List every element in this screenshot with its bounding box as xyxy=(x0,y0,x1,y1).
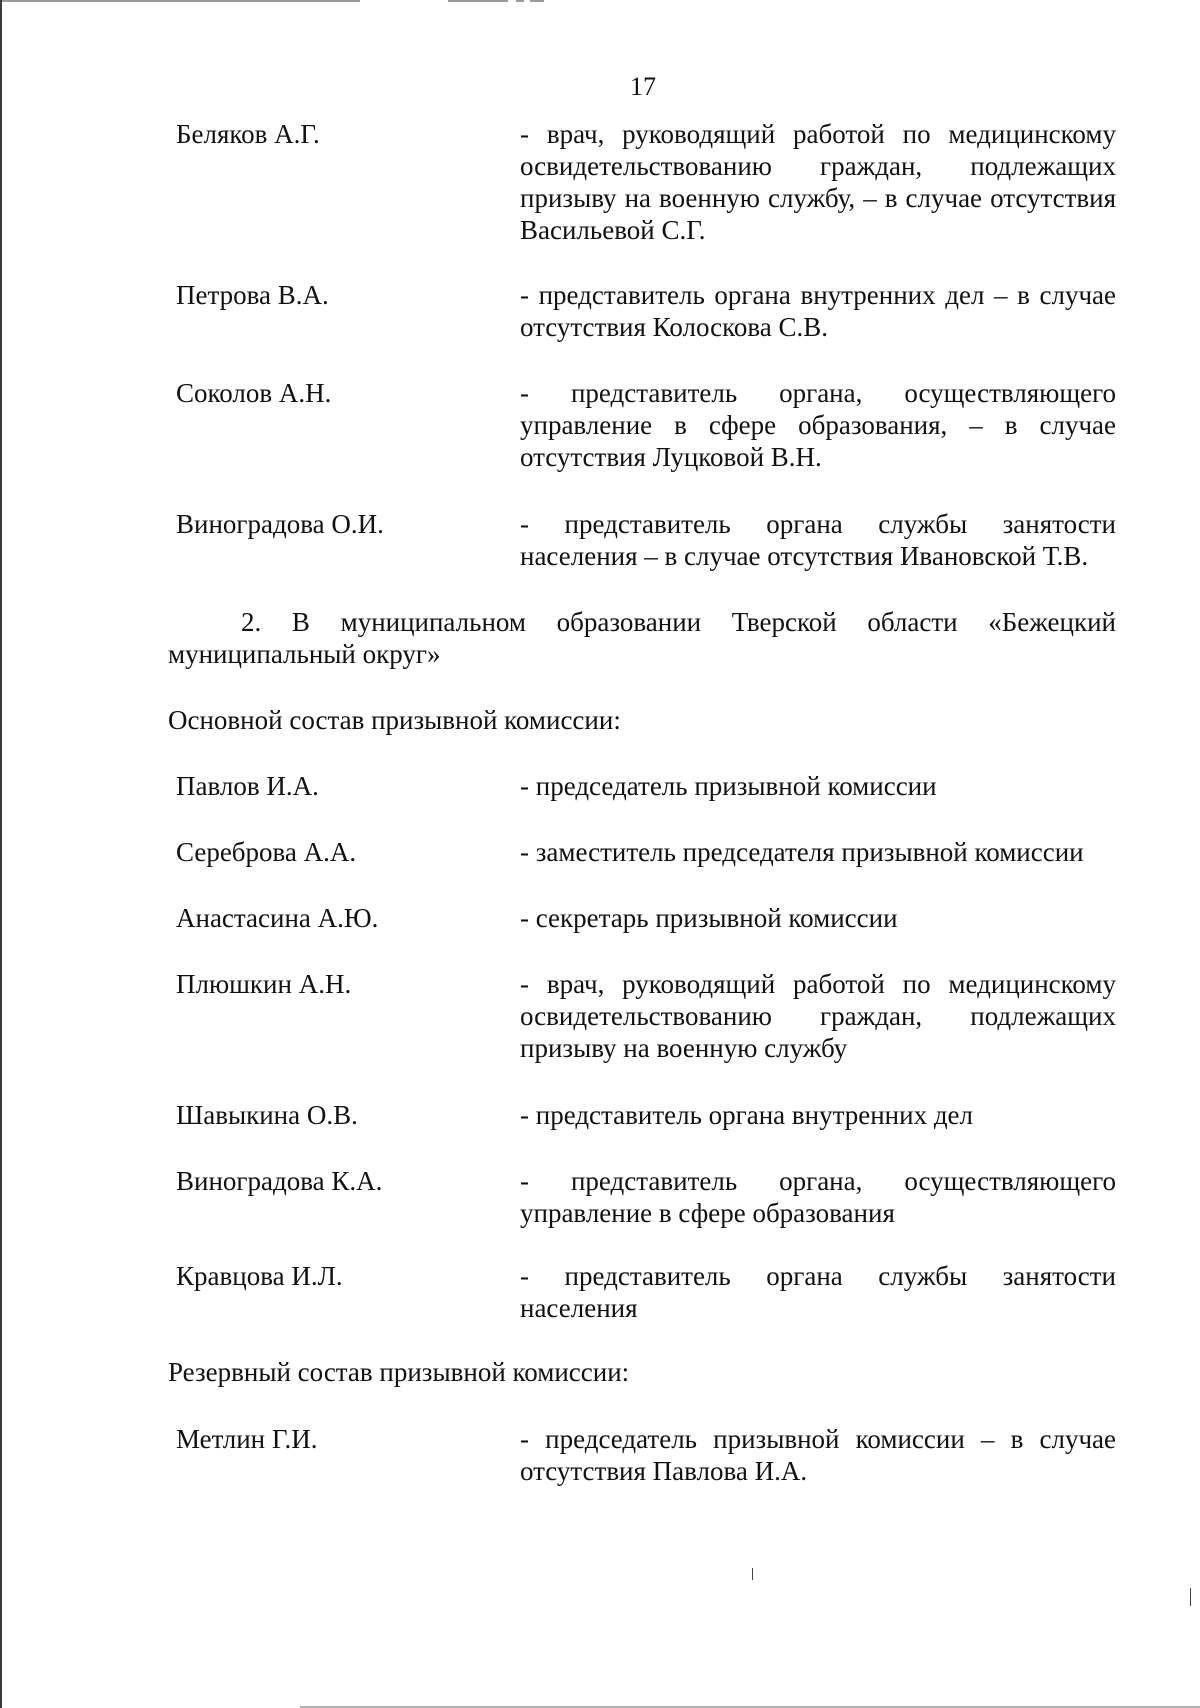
member-role: - врач, руководящий работой по медицинскому освидетельствованию граждан, подлежащих призыву на военную службу xyxy=(520,969,1116,1063)
scan-speck xyxy=(1190,1588,1191,1606)
scan-mark-top xyxy=(448,0,508,2)
page-number: 17 xyxy=(630,72,656,101)
section-heading-reserve: Резервный состав призывной комиссии: xyxy=(168,1357,630,1387)
member-role: - представитель органа, осуществляющего управление в сфере образования xyxy=(520,1166,1116,1228)
member-name: Петрова В.А. xyxy=(176,280,329,310)
member-role: - представитель органа службы занятости населения xyxy=(520,1261,1116,1323)
member-name: Метлин Г.И. xyxy=(176,1424,318,1454)
scan-mark-top xyxy=(516,0,524,2)
member-name: Сереброва А.А. xyxy=(176,837,357,867)
member-role: - секретарь призывной комиссии xyxy=(520,903,898,933)
scan-mark-top xyxy=(530,0,544,2)
member-name: Кравцова И.Л. xyxy=(176,1261,343,1291)
member-role: - врач, руководящий работой по медицинскому освидетельствованию граждан, подлежащих призыву на военную службу, – в случае отсутствия Васильевой С.Г. xyxy=(520,119,1116,245)
member-name: Шавыкина О.В. xyxy=(176,1100,358,1130)
member-name: Павлов И.А. xyxy=(176,771,319,801)
section-heading-main: Основной состав призывной комиссии: xyxy=(168,705,621,735)
member-role: - председатель призывной комиссии xyxy=(520,771,937,801)
member-role: - представитель органа службы занятости населения – в случае отсутствия Ивановской Т.В. xyxy=(520,509,1116,571)
scan-border-top xyxy=(0,0,360,2)
member-role: - председатель призывной комиссии – в случае отсутствия Павлова И.А. xyxy=(520,1424,1116,1486)
member-name: Виноградова О.И. xyxy=(176,509,384,539)
member-name: Беляков А.Г. xyxy=(176,119,320,149)
member-name: Соколов А.Н. xyxy=(176,378,332,408)
scan-speck xyxy=(752,1568,753,1580)
member-role: - заместитель председателя призывной комиссии xyxy=(520,837,1084,867)
section-paragraph: 2. В муниципальном образовании Тверской области «Бежецкий муниципальный округ» xyxy=(168,607,1116,669)
member-name: Виноградова К.А. xyxy=(176,1166,383,1196)
member-role: - представитель органа внутренних дел xyxy=(520,1100,974,1130)
scan-border-left xyxy=(0,0,2,1708)
member-name: Плюшкин А.Н. xyxy=(176,969,352,999)
member-name: Анастасина А.Ю. xyxy=(176,903,379,933)
member-role: - представитель органа внутренних дел – в случае отсутствия Колоскова С.В. xyxy=(520,280,1116,342)
member-role: - представитель органа, осуществляющего управление в сфере образования, – в случае отсутствия Луцковой В.Н. xyxy=(520,378,1116,472)
